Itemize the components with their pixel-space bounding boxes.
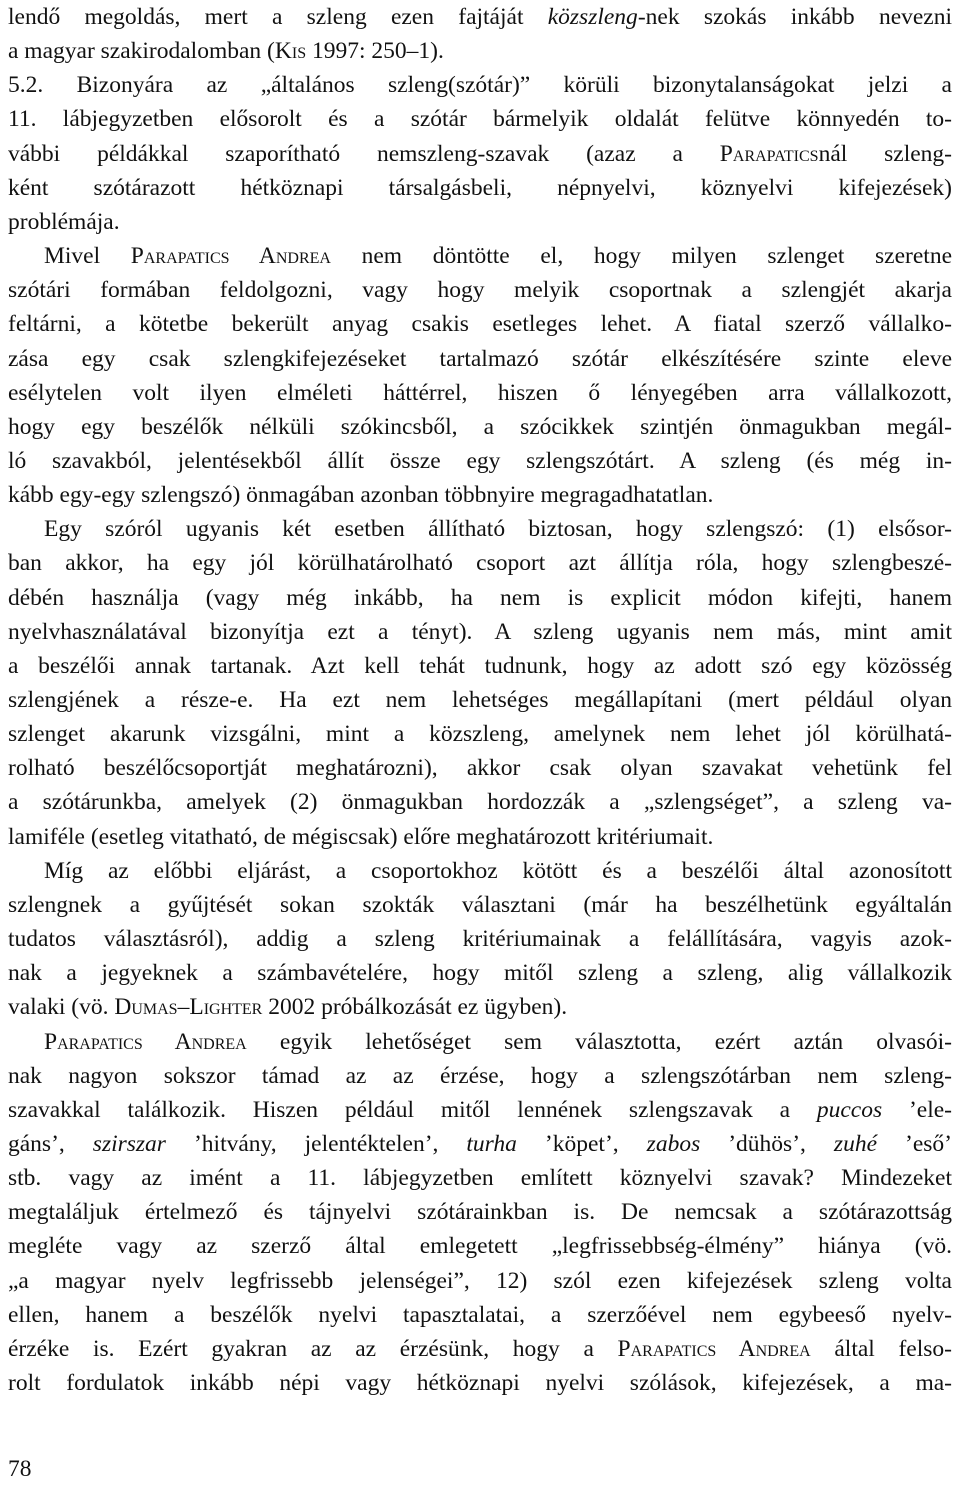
text-line xyxy=(8,1366,952,1400)
text-run: „a magyar nyelv legfrissebb jelenségei”, 12) szól ezen kifejezések szleng volta xyxy=(8,1267,952,1294)
text-run: ban akkor, ha egy jól körülhatárolható csoport azt állítja róla, hogy szlengbeszé- xyxy=(8,550,952,577)
italic-term: puccos xyxy=(816,1096,883,1123)
text-line xyxy=(8,376,952,410)
small-caps-name: ndrea xyxy=(191,1028,247,1055)
text-line xyxy=(8,512,952,546)
text-run: ’eső’ xyxy=(877,1130,952,1157)
text-run: ’dühös’, xyxy=(700,1130,834,1157)
text-run: –L xyxy=(177,994,204,1021)
page-number: 78 xyxy=(8,1456,32,1482)
text-run: által felso- xyxy=(810,1335,952,1362)
text-line xyxy=(8,239,952,273)
text-run: A xyxy=(716,1335,756,1362)
small-caps-name: arapatics xyxy=(732,140,819,167)
text-run: nak nagyon sokszor támad az az érzése, hogy a szlengszótárban nem szleng- xyxy=(8,1062,952,1089)
text-run: débén használja (vagy még inkább, ha nem is explicit módon kifejti, hanem xyxy=(8,584,952,611)
text-run: 5.2. Bizonyára az „általános szleng(szótár)” körüli bizonytalanságokat jelzi a xyxy=(8,72,952,99)
text-line xyxy=(8,785,952,819)
text-line xyxy=(8,0,952,34)
text-run: tudatos választásról), addig a szleng kritériumainak a felállítására, vagyis azok- xyxy=(8,926,952,953)
text-run: a szótárunkba, amelyek (2) önmagukban hordozzák a „szlengséget”, a szleng va- xyxy=(8,789,952,816)
text-line xyxy=(8,478,952,512)
text-run: ként szótárazott hétköznapi társalgásbeli, népnyelvi, köznyelvi kifejezések) xyxy=(8,174,952,201)
text-run: lamiféle (esetleg vitatható, de mégiscsak) előre meghatározott kritériumait. xyxy=(8,823,714,850)
text-run: ellen, hanem a beszélők nyelvi tapasztalatai, a szerzőével nem egybeeső nyelv- xyxy=(8,1301,952,1328)
text-run: szavakkal találkozik. Hiszen például mitől lennének szlengszavak a xyxy=(8,1096,817,1123)
italic-term: zuhé xyxy=(833,1130,877,1157)
text-line xyxy=(8,922,952,956)
text-line xyxy=(8,68,952,102)
text-line xyxy=(8,1298,952,1332)
text-run: zása egy csak szlengkifejezéseket tartalmazó szótár elkészítésére szinte eleve xyxy=(8,345,952,372)
text-line xyxy=(8,820,952,854)
text-run: ’hitvány, jelentéktelen’, xyxy=(165,1130,467,1157)
text-run: Míg az előbbi eljárást, a csoportokhoz kötött és a beszélői által azonosított xyxy=(44,857,952,884)
text-line xyxy=(8,1195,952,1229)
text-line xyxy=(8,171,952,205)
text-run: lendő megoldás, mert a szleng ezen fajtáját xyxy=(8,4,548,30)
text-line xyxy=(8,956,952,990)
text-run: ló szavakból, jelentésekből állít össze egy szlengszótárt. A szleng (és még in- xyxy=(8,447,952,474)
text-run: szlenget akarunk vizsgálni, mint a közszleng, amelynek nem lehet jól körülhatá- xyxy=(8,721,952,748)
small-caps-name: ndrea xyxy=(755,1335,811,1362)
text-run: Mivel P xyxy=(44,243,144,270)
text-line xyxy=(8,1332,952,1366)
text-run: a beszélői annak tartanak. Azt kell tehát tudnunk, hogy az adott szó egy közösség xyxy=(8,652,952,679)
text-run: rolt fordulatok inkább népi vagy hétköznapi nyelvi szólások, kifejezések, a ma- xyxy=(8,1370,952,1396)
text-run: nyelvhasználatával bizonyítja ezt a tényt). A szleng ugyanis nem más, mint amit xyxy=(8,618,952,645)
text-run: 1997: 250–1). xyxy=(306,38,444,65)
text-run: A xyxy=(142,1028,192,1055)
text-line xyxy=(8,137,952,171)
text-line xyxy=(8,1025,952,1059)
small-caps-name: ighter xyxy=(203,994,263,1021)
text-line xyxy=(8,581,952,615)
text-run: szótári formában feldolgozni, vagy hogy melyik csoportnak a szlengjét akarja xyxy=(8,277,952,304)
text-line xyxy=(8,615,952,649)
text-line xyxy=(8,1059,952,1093)
text-run: érzéke is. Ezért gyakran az az érzésünk, hogy a P xyxy=(8,1335,631,1362)
text-run: egyik lehetőséget sem választotta, ezért aztán olvasói- xyxy=(246,1028,952,1055)
text-run: hogy egy beszélők nélküli szókincsből, a szócikkek szintjén önmagukban megál- xyxy=(8,413,952,440)
text-run: gáns’, xyxy=(8,1130,93,1157)
text-line xyxy=(8,990,952,1024)
text-run: szlengnek a gyűjtését sokan szokták választani (már ha beszélhetünk egyáltalán xyxy=(8,891,952,918)
text-run: valaki (vö. D xyxy=(8,994,132,1021)
italic-term: közszleng xyxy=(547,4,638,30)
text-run: kább egy-egy szlengszó) önmagában azonban többnyire megragadhatatlan. xyxy=(8,482,714,509)
text-run: feltárni, a kötetbe bekerült anyag csakis esetleges lehet. A fiatal szerző vállalko- xyxy=(8,311,952,338)
text-line xyxy=(8,273,952,307)
text-line xyxy=(8,1229,952,1263)
text-line xyxy=(8,854,952,888)
text-line xyxy=(8,888,952,922)
text-run: esélytelen volt ilyen elméleti háttérrel, hiszen ő lényegében arra vállalkozott, xyxy=(8,379,952,406)
text-run: vábbi példákkal szaporítható nemszleng-szavak (azaz a P xyxy=(8,140,733,167)
text-run: ’ele- xyxy=(882,1096,952,1123)
text-line xyxy=(8,1093,952,1127)
text-line xyxy=(8,649,952,683)
text-run: -nek szokás inkább nevezni xyxy=(637,4,953,30)
text-line xyxy=(8,751,952,785)
text-line xyxy=(8,410,952,444)
text-line xyxy=(8,307,952,341)
small-caps-name: arapatics xyxy=(630,1335,717,1362)
text-run: megtaláljuk értelmező és tájnyelvi szótárainkban is. De nemcsak a szótárazottság xyxy=(8,1199,952,1226)
italic-term: turha xyxy=(466,1130,517,1157)
text-line xyxy=(8,1161,952,1195)
text-line xyxy=(8,1264,952,1298)
italic-term: zabos xyxy=(646,1130,701,1157)
text-line xyxy=(8,444,952,478)
text-run: P xyxy=(44,1028,58,1055)
small-caps-name: arapatics xyxy=(57,1028,143,1055)
text-run: stb. vagy az imént a 11. lábjegyzetben említett köznyelvi szavak? Mindezeket xyxy=(8,1165,952,1192)
text-run: ’köpet’, xyxy=(516,1130,647,1157)
text-line xyxy=(8,34,952,68)
text-line xyxy=(8,546,952,580)
small-caps-name: ndrea xyxy=(275,243,331,270)
text-line xyxy=(8,717,952,751)
text-line xyxy=(8,102,952,136)
text-line xyxy=(8,342,952,376)
text-run: rolható beszélőcsoportját meghatározni), akkor csak olyan szavakat vehetünk fel xyxy=(8,755,952,782)
text-line xyxy=(8,683,952,717)
text-run: problémája. xyxy=(8,208,120,235)
text-run: Egy szóról ugyanis két esetben állítható biztosan, hogy szlengszó: (1) elsősor- xyxy=(44,516,952,543)
text-run: 2002 próbálkozását ez ügyben). xyxy=(262,994,568,1021)
small-caps-name: arapatics xyxy=(143,243,230,270)
small-caps-name: umas xyxy=(131,994,178,1021)
text-run: szlengjének a része-e. Ha ezt nem lehetséges megállapítani (mert például olyan xyxy=(8,687,952,713)
text-run: 11. lábjegyzetben elősorolt és a szótár bármelyik oldalát felütve könnyedén to- xyxy=(8,106,952,133)
text-line xyxy=(8,205,952,239)
text-run: megléte vagy az szerző által emlegetett „legfrissebbség-élmény” hiánya (vö. xyxy=(8,1233,952,1260)
text-run: A xyxy=(229,243,276,270)
text-run: nál szleng- xyxy=(818,140,952,167)
text-run: a magyar szakirodalomban (K xyxy=(8,38,292,65)
text-run: nak a jegyeknek a számbavételére, hogy mitől szleng a szleng, alig vállalkozik xyxy=(8,960,952,987)
text-line xyxy=(8,1127,952,1161)
text-run: nem döntötte el, hogy milyen szlenget szeretne xyxy=(330,243,952,270)
italic-term: szirszar xyxy=(92,1130,166,1157)
small-caps-name: is xyxy=(291,38,307,65)
